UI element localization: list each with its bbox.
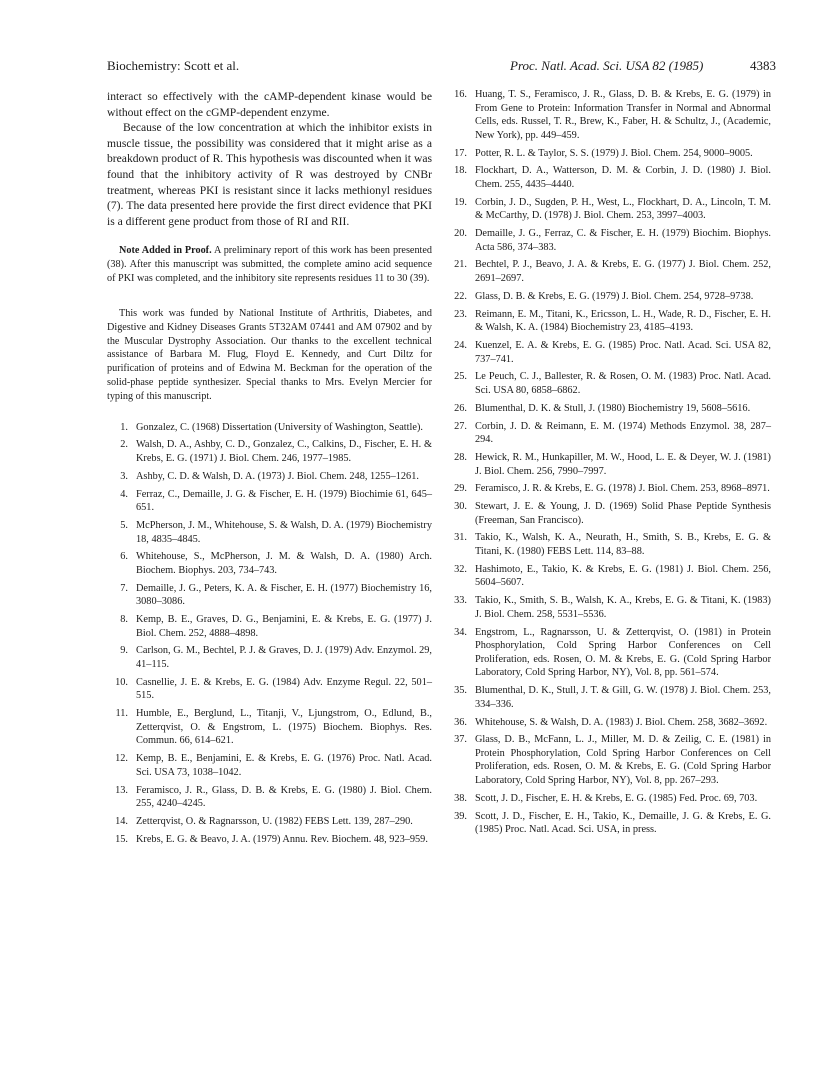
reference-text: Blumenthal, D. K., Stull, J. T. & Gill, G. W. (1978) J. Biol. Chem. 253, 334–336. — [475, 685, 771, 710]
reference-text: Humble, E., Berglund, L., Titanji, V., Ljungstrom, O., Edlund, B., Zetterqvist, O. & Engstrom, L. (1975) Biochem. Biophys. Res. Commun. 66, 614–621. — [136, 708, 432, 747]
reference-number: 6. — [120, 551, 128, 563]
reference-item — [446, 531, 771, 558]
reference-number: 25. — [454, 371, 467, 383]
note-label: Note Added in Proof. — [119, 245, 212, 257]
reference-text: Ferraz, C., Demaille, J. G. & Fischer, E. H. (1979) Biochimie 61, 645–651. — [136, 488, 432, 514]
reference-number: 18. — [454, 165, 467, 177]
reference-number: 21. — [454, 259, 467, 271]
reference-text: Casnellie, J. E. & Krebs, E. G. (1984) Adv. Enzyme Regul. 22, 501–515. — [136, 676, 432, 702]
reference-number: 32. — [454, 563, 467, 575]
acknowledgment: This work was funded by National Institute of Arthritis, Diabetes, and Digestive and Kidney Diseases Grants 5T32AM 07441 and AM 07902 and by the Muscular Dystrophy Association. Our thanks to the excellent technical assistance of Barbara M. Flug, Floyd E. Kennedy, and Curt Diltz for purification of proteins and of Edwina M. Beckman for the operation of the solid-phase peptide synthesizer. Special thanks to Mrs. Evelyn Mercier for typing of this manuscript. — [107, 308, 432, 402]
reference-text: Engstrom, L., Ragnarsson, U. & Zetterqvist, O. (1981) in Protein Phosphorylation, Cold Spring Harbor Conferences on Cell Proliferation, eds. Rosen, O. M. & Krebs, E. G. (Cold Spring Harbor Laboratory, Cold Spring Harbor, NY), Vol. 8, pp. 561–574. — [475, 626, 771, 679]
reference-item — [107, 613, 432, 640]
reference-text: Stewart, J. E. & Young, J. D. (1969) Solid Phase Peptide Synthesis (Freeman, San Francisco). — [475, 501, 771, 526]
reference-text: Demaille, J. G., Ferraz, C. & Fischer, E. H. (1979) Biochim. Biophys. Acta 586, 374–383. — [475, 228, 771, 253]
reference-text: Hewick, R. M., Hunkapiller, M. W., Hood, L. E. & Deyer, W. J. (1981) J. Biol. Chem. 256, 7990–7997. — [475, 451, 771, 477]
right-column — [446, 88, 771, 841]
reference-item — [446, 626, 771, 680]
reference-number: 23. — [454, 308, 467, 320]
reference-list-left — [107, 421, 432, 847]
reference-text: Feramisco, J. R., Glass, D. B. & Krebs, E. G. (1980) J. Biol. Chem. 255, 4240–4245. — [136, 784, 432, 810]
running-header-left: Biochemistry: Scott et al. — [107, 58, 240, 73]
reference-text: Corbin, J. D., Sugden, P. H., West, L., Flockhart, D. A., Lincoln, T. M. & McCarthy, D. (1978) J. Biol. Chem. 253, 3997–4003. — [475, 196, 771, 222]
reference-number: 27. — [454, 420, 467, 432]
reference-number: 2. — [120, 439, 128, 451]
reference-number: 15. — [115, 833, 128, 845]
reference-text: Potter, R. L. & Taylor, S. S. (1979) J. Biol. Chem. 254, 9000–9005. — [475, 147, 753, 159]
reference-item — [446, 733, 771, 787]
reference-number: 39. — [454, 810, 467, 822]
reference-number: 36. — [454, 716, 467, 728]
reference-item — [446, 370, 771, 397]
reference-item — [107, 470, 432, 484]
reference-number: 8. — [120, 614, 128, 626]
reference-number: 14. — [115, 815, 128, 827]
reference-item — [446, 147, 771, 161]
reference-list-right — [446, 88, 771, 837]
reference-number: 34. — [454, 626, 467, 638]
reference-item — [446, 684, 771, 711]
reference-text: Bechtel, P. J., Beavo, J. A. & Krebs, E. G. (1977) J. Biol. Chem. 252, 2691–2697. — [475, 259, 771, 285]
reference-text: Reimann, E. M., Titani, K., Ericsson, L. H., Wade, R. D., Fischer, E. H. & Walsh, K. A. (1984) Biochemistry 23, 4185–4193. — [475, 308, 771, 334]
reference-item — [107, 519, 432, 546]
body-paragraph-continued: interact so effectively with the cAMP-dependent kinase would be without effect on the cGMP-dependent enzyme. — [107, 90, 432, 119]
reference-number: 35. — [454, 685, 467, 697]
reference-text: Scott, J. D., Fischer, E. H. & Krebs, E. G. (1985) Fed. Proc. 69, 703. — [475, 792, 758, 804]
reference-number: 31. — [454, 532, 467, 544]
reference-item — [107, 707, 432, 748]
reference-item — [107, 488, 432, 515]
reference-item — [446, 810, 771, 837]
reference-text: Le Peuch, C. J., Ballester, R. & Rosen, O. M. (1983) Proc. Natl. Acad. Sci. USA 80, 6858–6862. — [475, 371, 771, 396]
reference-text: Carlson, G. M., Bechtel, P. J. & Graves, D. J. (1979) Adv. Enzymol. 29, 41–115. — [136, 645, 432, 671]
reference-number: 3. — [120, 470, 128, 482]
reference-text: Glass, D. B., McFann, L. J., Miller, M. D. & Zeilig, C. E. (1981) in Protein Phosphorylation, Cold Spring Harbor Conferences on Cell Proliferation, eds. Rosen, O. M. & Krebs, E. G. (Cold Spring Harbor Laboratory, Cold Spring Harbor, NY), Vol. 8, pp. 267–293. — [475, 734, 771, 787]
left-column — [107, 89, 432, 850]
reference-text: Ashby, C. D. & Walsh, D. A. (1973) J. Biol. Chem. 248, 1255–1261. — [136, 470, 419, 482]
reference-number: 38. — [454, 792, 467, 804]
reference-text: Kuenzel, E. A. & Krebs, E. G. (1985) Proc. Natl. Acad. Sci. USA 82, 737–741. — [475, 340, 771, 365]
reference-number: 9. — [120, 645, 128, 657]
reference-text: Gonzalez, C. (1968) Dissertation (University of Washington, Seattle). — [136, 421, 423, 433]
reference-number: 30. — [454, 501, 467, 513]
reference-number: 13. — [115, 784, 128, 796]
reference-number: 1. — [120, 421, 128, 433]
reference-number: 7. — [120, 582, 128, 594]
reference-item — [446, 196, 771, 223]
reference-number: 29. — [454, 483, 467, 495]
reference-text: Zetterqvist, O. & Ragnarsson, U. (1982) FEBS Lett. 139, 287–290. — [136, 815, 413, 827]
reference-item — [446, 500, 771, 527]
reference-item — [107, 815, 432, 829]
reference-item — [446, 227, 771, 254]
reference-text: Flockhart, D. A., Watterson, D. M. & Corbin, J. D. (1980) J. Biol. Chem. 255, 4435–4440. — [475, 165, 771, 190]
reference-text: Krebs, E. G. & Beavo, J. A. (1979) Annu. Rev. Biochem. 48, 923–959. — [136, 833, 428, 845]
reference-number: 17. — [454, 147, 467, 159]
reference-text: Walsh, D. A., Ashby, C. D., Gonzalez, C., Calkins, D., Fischer, E. H. & Krebs, E. G. (1971) J. Biol. Chem. 246, 1977–1985. — [136, 439, 432, 465]
reference-number: 24. — [454, 340, 467, 351]
reference-text: Whitehouse, S., McPherson, J. M. & Walsh, D. A. (1980) Arch. Biochem. Biophys. 203, 734–743. — [136, 551, 432, 576]
reference-text: Demaille, J. G., Peters, K. A. & Fischer, E. H. (1977) Biochemistry 16, 3080–3086. — [136, 582, 432, 608]
reference-number: 4. — [120, 488, 128, 500]
reference-number: 11. — [115, 708, 128, 720]
reference-item — [107, 784, 432, 811]
reference-number: 28. — [454, 451, 467, 463]
reference-item — [107, 550, 432, 577]
reference-item — [107, 833, 432, 847]
reference-text: Hashimoto, E., Takio, K. & Krebs, E. G. (1981) J. Biol. Chem. 256, 5604–5607. — [475, 563, 771, 589]
reference-item — [107, 752, 432, 779]
reference-item — [446, 88, 771, 142]
reference-text: Takio, K., Smith, S. B., Walsh, K. A., Krebs, E. G. & Titani, K. (1983) J. Biol. Chem. 258, 5531–5536. — [475, 595, 771, 620]
reference-item — [446, 290, 771, 304]
reference-number: 26. — [454, 402, 467, 414]
reference-item — [446, 451, 771, 478]
note-text: A preliminary report of this work has been presented (38). After this manuscript was submitted, the complete amino acid sequence of PKI was completed, and the inhibitory site represents residues 11 to 30 (39). — [107, 245, 432, 285]
reference-text: Blumenthal, D. K. & Stull, J. (1980) Biochemistry 19, 5608–5616. — [475, 402, 751, 414]
reference-number: 19. — [454, 196, 467, 208]
note-added-in-proof — [107, 244, 432, 286]
reference-number: 22. — [454, 290, 467, 302]
reference-number: 16. — [454, 89, 467, 100]
reference-text: Huang, T. S., Feramisco, J. R., Glass, D. B. & Krebs, E. G. (1979) in From Gene to Protein: Information Transfer in Normal and Abnormal Cells, eds. Russel, T. R., Brew, K., Faber, H. & Schultz, J., (Academic, New York), pp. 449–459. — [475, 89, 771, 141]
reference-item — [446, 339, 771, 366]
reference-item — [107, 676, 432, 703]
reference-text: Corbin, J. D. & Reimann, E. M. (1974) Methods Enzymol. 38, 287–294. — [475, 420, 771, 446]
reference-number: 20. — [454, 228, 467, 240]
reference-item — [107, 421, 432, 435]
reference-text: Kemp, B. E., Graves, D. G., Benjamini, E. & Krebs, E. G. (1977) J. Biol. Chem. 252, 4888–4898. — [136, 614, 432, 639]
reference-number: 37. — [454, 734, 467, 746]
reference-text: Scott, J. D., Fischer, E. H., Takio, K., Demaille, J. G. & Krebs, E. G. (1985) Proc. Natl. Acad. Sci. USA, in press. — [475, 810, 771, 836]
reference-item — [446, 420, 771, 447]
reference-item — [107, 644, 432, 671]
reference-text: Whitehouse, S. & Walsh, D. A. (1983) J. Biol. Chem. 258, 3682–3692. — [475, 716, 768, 728]
reference-text: McPherson, J. M., Whitehouse, S. & Walsh, D. A. (1979) Biochemistry 18, 4835–4845. — [136, 519, 432, 545]
reference-item — [446, 258, 771, 285]
reference-text: Kemp, B. E., Benjamini, E. & Krebs, E. G. (1976) Proc. Natl. Acad. Sci. USA 73, 1038–1042. — [136, 753, 432, 778]
page-number: 4383 — [750, 58, 776, 73]
reference-number: 10. — [115, 676, 128, 688]
reference-text: Takio, K., Walsh, K. A., Neurath, H., Smith, S. B., Krebs, E. G. & Titani, K. (1980) FEBS Lett. 114, 83–88. — [475, 532, 771, 558]
reference-item — [107, 582, 432, 609]
reference-number: 12. — [115, 753, 128, 765]
reference-item — [446, 594, 771, 621]
reference-text: Glass, D. B. & Krebs, E. G. (1979) J. Biol. Chem. 254, 9728–9738. — [475, 290, 754, 302]
reference-item — [107, 438, 432, 465]
reference-number: 5. — [120, 519, 128, 531]
reference-item — [446, 792, 771, 806]
reference-number: 33. — [454, 595, 467, 607]
running-header-journal: Proc. Natl. Acad. Sci. USA 82 (1985) — [510, 58, 704, 73]
reference-item — [446, 164, 771, 191]
reference-item — [446, 308, 771, 335]
body-paragraph: Because of the low concentration at which the inhibitor exists in muscle tissue, the possibility was considered that it might arise as a breakdown product of R. This hypothesis was discounted when it was found that the inhibitory activity of R was destroyed by CNBr treatment, whereas PKI is resistant since it lacks methionyl residues (7). The data presented here provide the first direct evidence that PKI is a different gene product from those of RI and RII. — [107, 121, 432, 228]
reference-item — [446, 482, 771, 496]
reference-item — [446, 716, 771, 730]
reference-item — [446, 402, 771, 416]
reference-item — [446, 563, 771, 590]
reference-text: Feramisco, J. R. & Krebs, E. G. (1978) J. Biol. Chem. 253, 8968–8971. — [475, 483, 770, 495]
